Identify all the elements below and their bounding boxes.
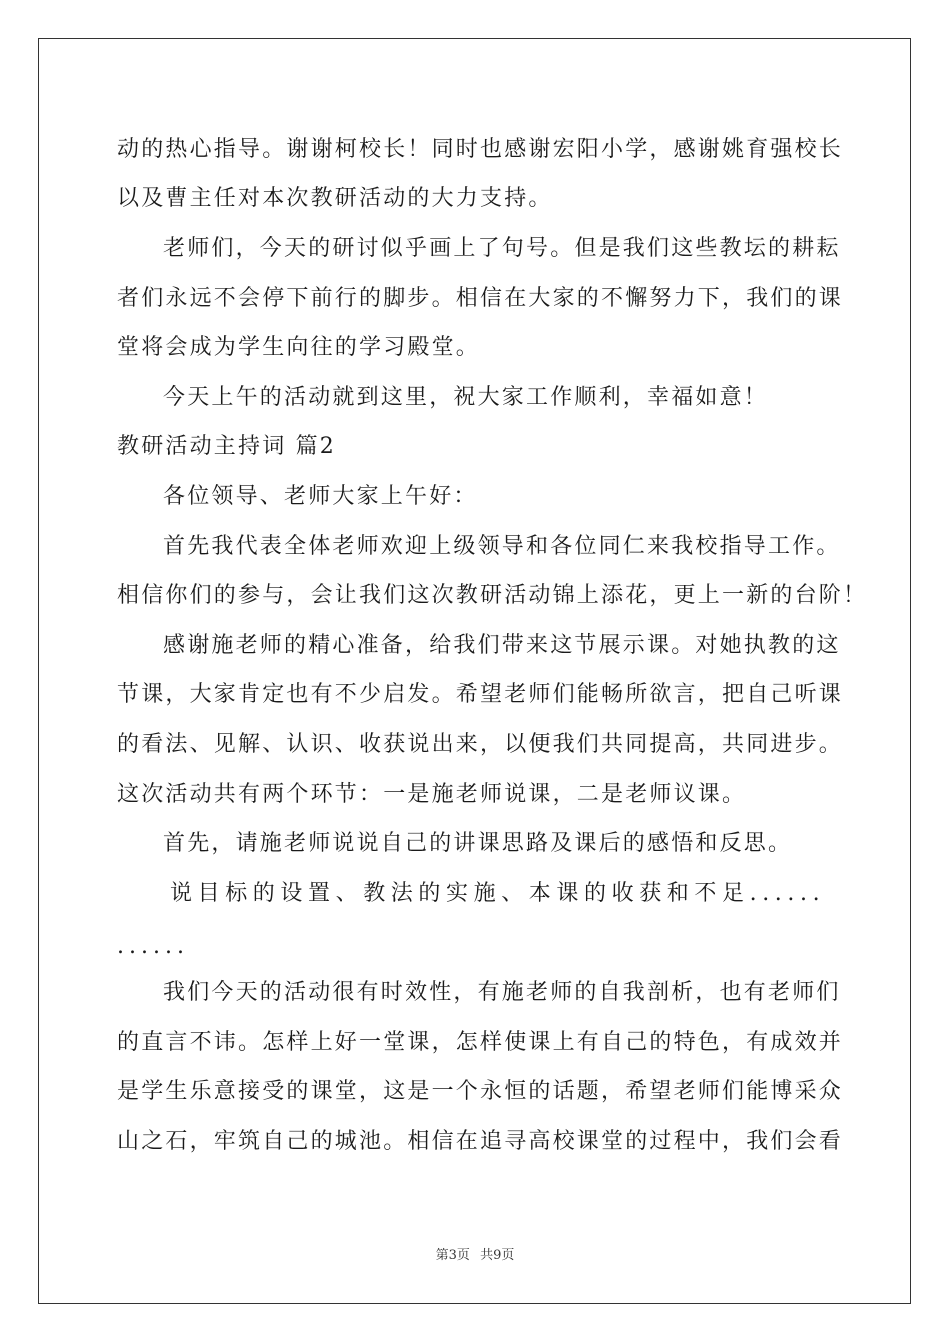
body-text-line: 节课，大家肯定也有不少启发。希望老师们能畅所欲言，把自己听课 xyxy=(117,682,844,707)
page-footer xyxy=(0,1244,950,1263)
body-text-line: ...... xyxy=(117,934,189,959)
page-number: 第3页 xyxy=(435,1248,470,1263)
page-border xyxy=(38,38,911,1304)
body-text-line: 这次活动共有两个环节：一是施老师说课，二是老师议课。 xyxy=(117,782,747,807)
body-text-line: 今天上午的活动就到这里，祝大家工作顺利，幸福如意！ xyxy=(163,385,769,410)
body-text-line: 感谢施老师的精心准备，给我们带来这节展示课。对她执教的这 xyxy=(163,633,841,658)
body-text-line: 说目标的设置、教法的实施、本课的收获和不足...... xyxy=(170,881,826,906)
body-text-line: 堂将会成为学生向往的学习殿堂。 xyxy=(117,335,481,360)
body-text-line: 的看法、见解、认识、收获说出来，以便我们共同提高，共同进步。 xyxy=(117,732,844,757)
body-text-line: 山之石，牢筑自己的城池。相信在追寻高校课堂的过程中，我们会看 xyxy=(117,1129,844,1154)
body-text-line: 的直言不讳。怎样上好一堂课，怎样使课上有自己的特色，有成效并 xyxy=(117,1030,844,1055)
body-text-line: 以及曹主任对本次教研活动的大力支持。 xyxy=(117,186,553,211)
body-text-line: 我们今天的活动很有时效性，有施老师的自我剖析，也有老师们 xyxy=(163,980,841,1005)
body-text-line: 首先，请施老师说说自己的讲课思路及课后的感悟和反思。 xyxy=(163,831,793,856)
page-total: 共9页 xyxy=(480,1248,515,1263)
body-text-line: 老师们，今天的研讨似乎画上了句号。但是我们这些教坛的耕耘 xyxy=(163,236,841,261)
section-heading: 教研活动主持词 篇2 xyxy=(117,434,336,459)
body-text-line: 是学生乐意接受的课堂，这是一个永恒的话题，希望老师们能博采众 xyxy=(117,1079,844,1104)
body-text-line: 者们永远不会停下前行的脚步。相信在大家的不懈努力下，我们的课 xyxy=(117,286,844,311)
body-text-line: 首先我代表全体老师欢迎上级领导和各位同仁来我校指导工作。 xyxy=(163,534,841,559)
body-text-line: 各位领导、老师大家上午好： xyxy=(163,484,478,509)
body-text-line: 相信你们的参与，会让我们这次教研活动锦上添花，更上一新的台阶！ xyxy=(117,583,868,608)
body-text-line: 动的热心指导。谢谢柯校长！同时也感谢宏阳小学，感谢姚育强校长 xyxy=(117,137,844,162)
